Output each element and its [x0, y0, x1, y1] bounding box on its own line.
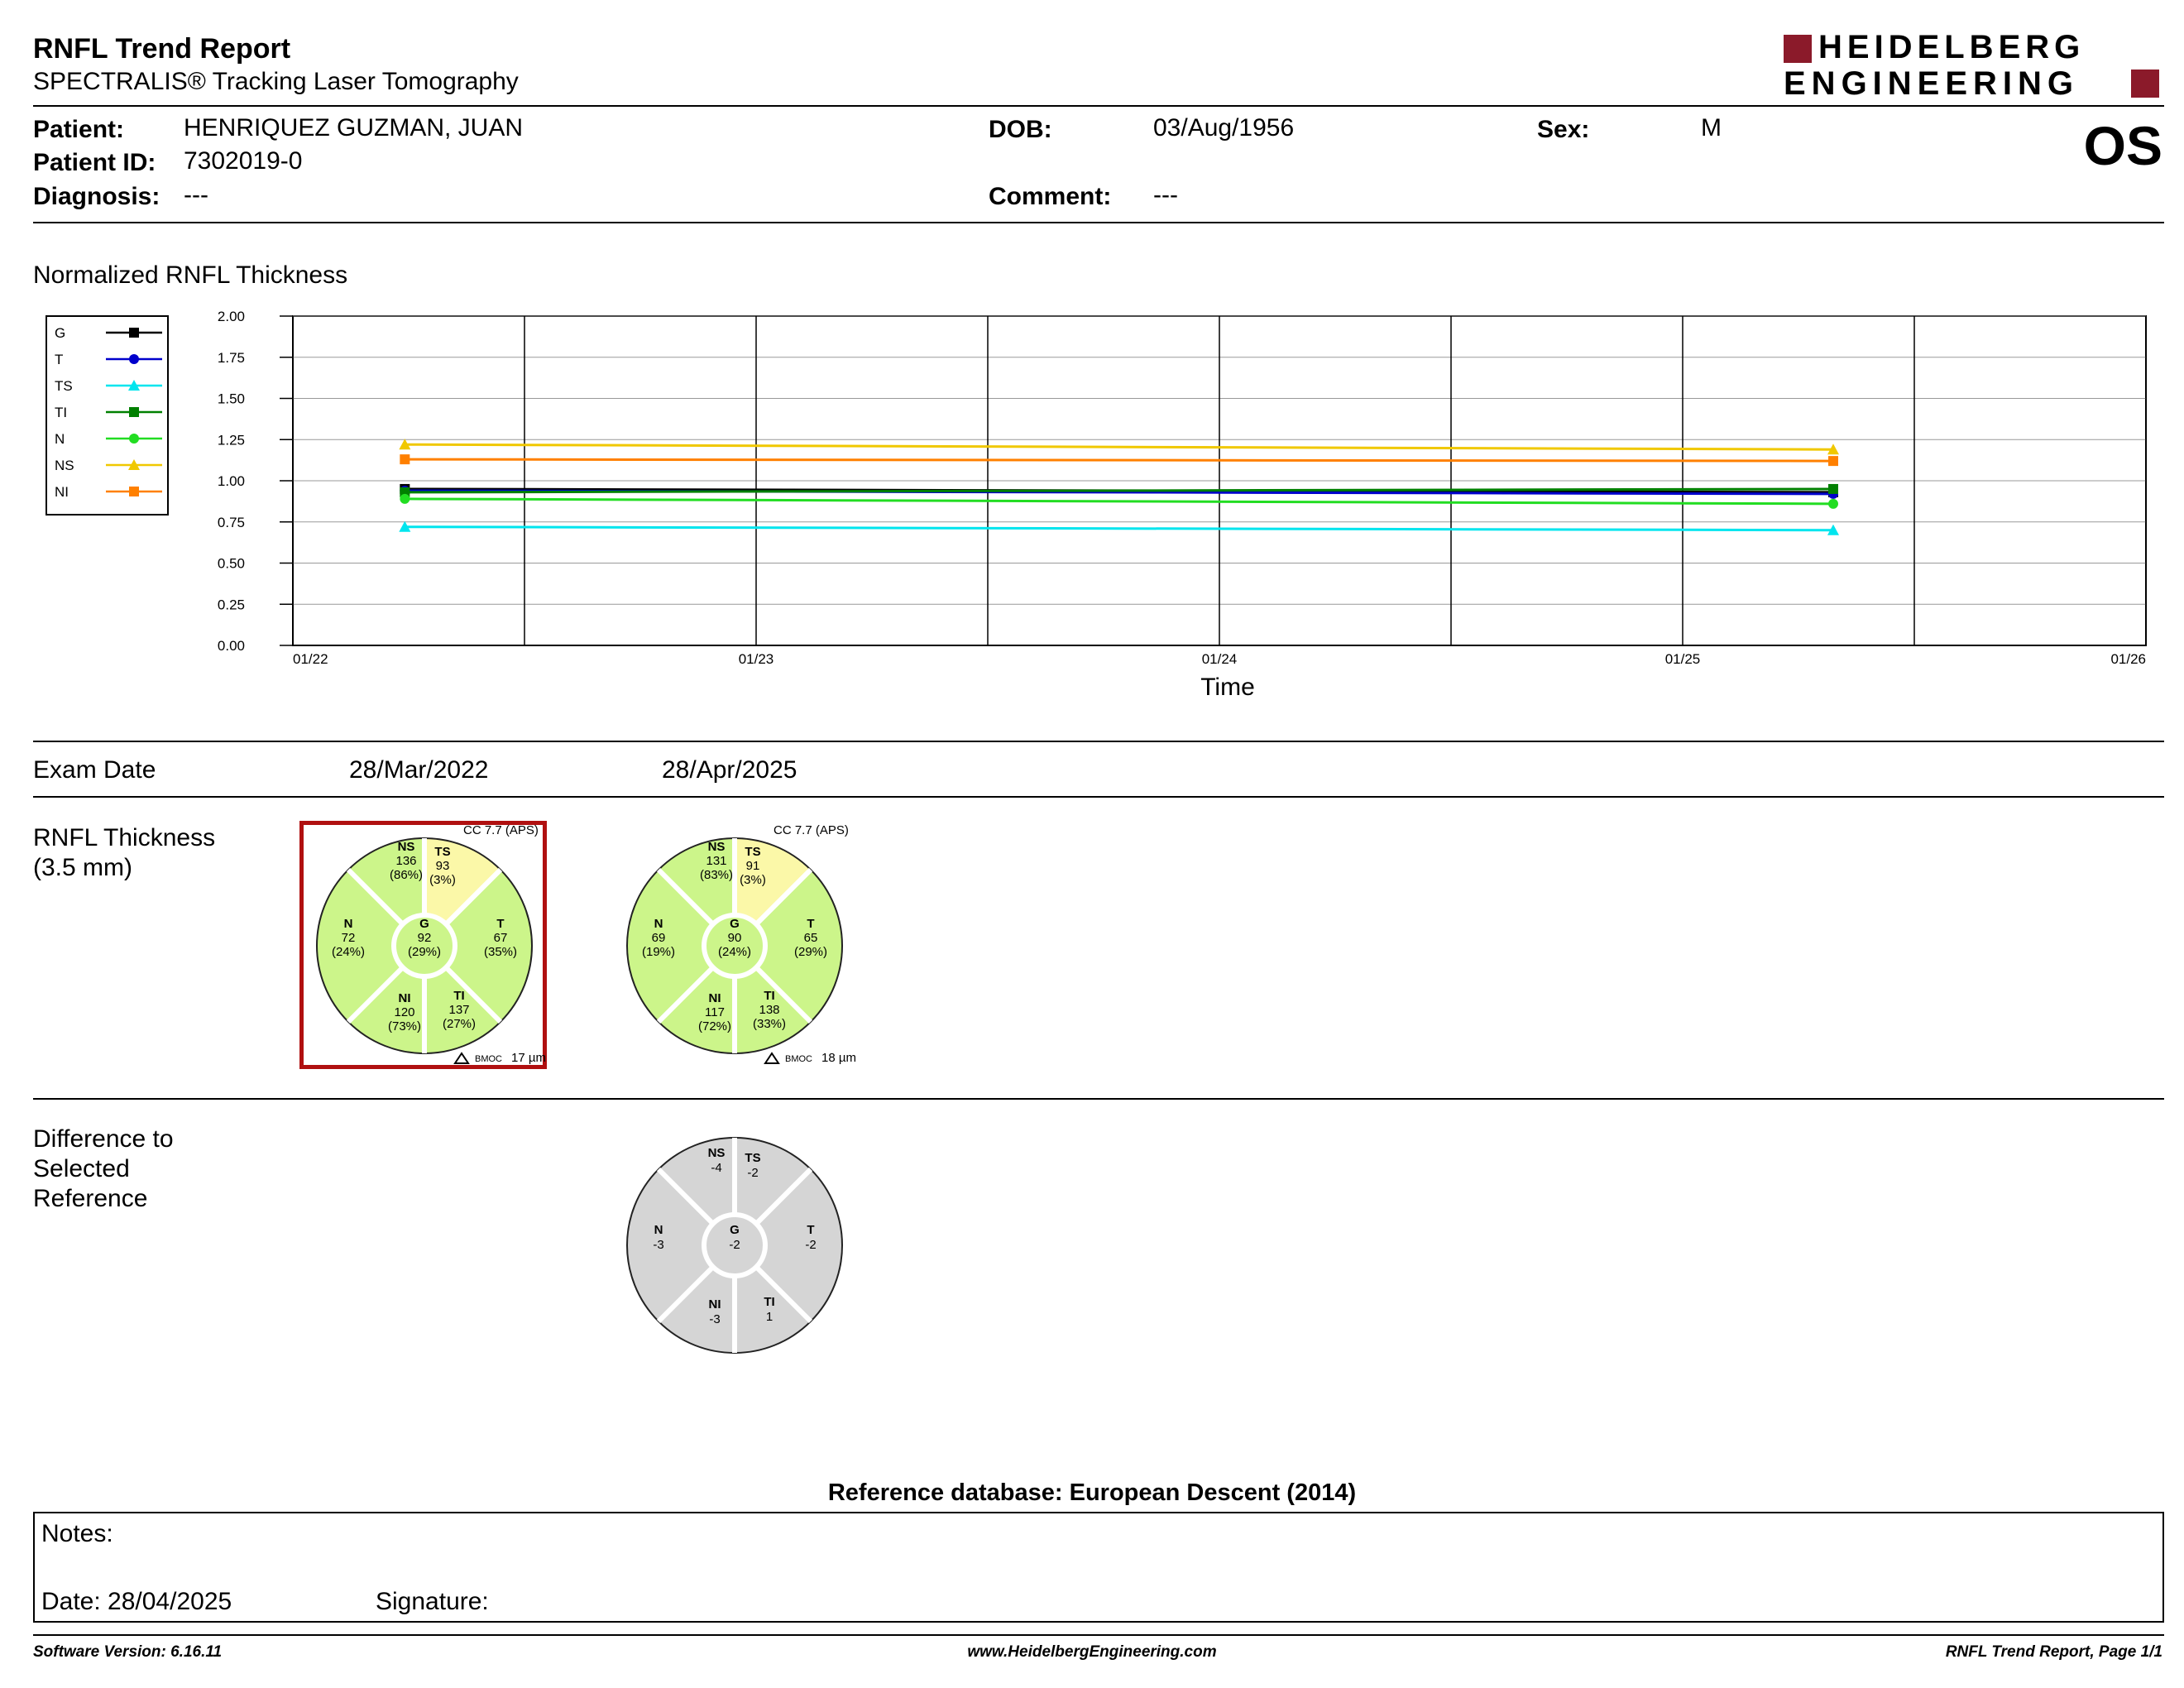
- sector-label-n: -3: [653, 1238, 664, 1252]
- sector-label-ns: (83%): [699, 868, 734, 882]
- sector-label-t: T: [496, 917, 505, 931]
- difference-label-1: Difference to: [33, 1125, 174, 1153]
- logo-square-icon: [2131, 70, 2159, 98]
- data-point-NI: [400, 454, 410, 464]
- sector-label-g: G: [730, 1223, 740, 1237]
- logo-line-1: HEIDELBERG: [1818, 29, 2086, 65]
- difference-label-3: Reference: [33, 1185, 148, 1212]
- bmoc-value: 18 µm: [821, 1051, 856, 1065]
- sector-label-ts: -2: [747, 1166, 759, 1180]
- comment-label: Comment:: [989, 183, 1112, 210]
- sector-label-g: 90: [727, 931, 742, 945]
- sector-label-ts: 91: [745, 859, 760, 873]
- divider: [33, 1098, 2164, 1100]
- sector-label-ts: TS: [745, 845, 761, 859]
- delta-icon: [455, 1053, 468, 1063]
- sector-label-n: N: [654, 1223, 663, 1237]
- sector-label-ni: 117: [705, 1005, 725, 1019]
- divider: [33, 741, 2164, 742]
- sector-label-ni: NI: [398, 991, 411, 1005]
- sector-label-t: T: [807, 1223, 815, 1237]
- sector-label-ni: 120: [394, 1005, 415, 1019]
- series-line-NI: [405, 459, 1833, 461]
- legend-label: G: [55, 325, 66, 341]
- sector-label-ns: (86%): [389, 868, 424, 882]
- rnfl-exam-2[interactable]: [608, 819, 873, 1076]
- sector-label-g: G: [419, 917, 429, 931]
- x-tick-label: 01/24: [1201, 651, 1238, 667]
- diagnosis-label: Diagnosis:: [33, 183, 160, 210]
- notes-label: Notes:: [41, 1520, 113, 1547]
- sector-label-ni: (72%): [697, 1019, 732, 1033]
- y-tick-label: 1.00: [217, 473, 245, 489]
- sector-label-t: 65: [803, 931, 818, 945]
- sector-label-ti: (27%): [442, 1017, 477, 1031]
- y-tick-label: 1.25: [217, 432, 245, 448]
- x-tick-label: 01/23: [738, 651, 774, 667]
- y-tick-label: 0.00: [217, 638, 245, 654]
- sector-label-g: -2: [729, 1238, 740, 1252]
- sector-label-n: (24%): [331, 945, 366, 959]
- sector-label-ts: (3%): [429, 873, 456, 887]
- sector-label-n: N: [654, 917, 663, 931]
- y-tick-label: 0.75: [217, 514, 245, 530]
- website-link[interactable]: www.HeidelbergEngineering.com: [967, 1643, 1217, 1661]
- sector-label-t: (35%): [483, 945, 518, 959]
- x-tick-label: 01/26: [2110, 651, 2146, 667]
- sector-label-ni: (73%): [387, 1019, 422, 1033]
- patient-name: HENRIQUEZ GUZMAN, JUAN: [184, 114, 524, 141]
- sector-label-g: (24%): [717, 945, 752, 959]
- y-tick-label: 0.25: [217, 597, 245, 613]
- divider: [33, 1634, 2164, 1636]
- sector-label-ti: 138: [759, 1003, 780, 1017]
- sector-label-ts: (3%): [740, 873, 766, 887]
- legend-label: NS: [55, 458, 74, 473]
- sector-label-ni: -3: [709, 1312, 721, 1326]
- sector-label-ns: 136: [395, 854, 417, 868]
- notes-box[interactable]: [33, 1512, 2164, 1623]
- legend-label: T: [55, 352, 64, 367]
- y-tick-label: 1.50: [217, 391, 245, 407]
- exam-date-2: 28/Apr/2025: [662, 756, 797, 784]
- rnfl-exam-1[interactable]: [298, 819, 563, 1076]
- data-point-TI: [1828, 484, 1838, 494]
- sector-label-ti: TI: [453, 989, 465, 1003]
- divider: [33, 105, 2164, 107]
- patient-label: Patient:: [33, 116, 125, 143]
- logo-square-icon: [1784, 35, 1812, 63]
- notes-date: Date: 28/04/2025: [41, 1588, 232, 1615]
- reference-database: Reference database: European Descent (2014): [827, 1479, 1357, 1506]
- sector-label-g: (29%): [407, 945, 442, 959]
- divider: [33, 796, 2164, 798]
- legend-marker: [129, 487, 139, 496]
- cc-value: CC 7.7 (APS): [463, 823, 539, 837]
- sector-label-ns: -4: [711, 1161, 722, 1175]
- chart-section-title: Normalized RNFL Thickness: [33, 261, 348, 289]
- comment-value: ---: [1153, 181, 1178, 209]
- sector-label-t: 67: [493, 931, 508, 945]
- trend-chart: [0, 298, 2184, 712]
- cc-value: CC 7.7 (APS): [774, 823, 849, 837]
- y-tick-label: 0.50: [217, 555, 245, 572]
- sector-label-ns: NS: [397, 840, 415, 854]
- page-number: RNFL Trend Report, Page 1/1: [1945, 1643, 2162, 1661]
- sex-value: M: [1701, 114, 1722, 141]
- legend-marker: [129, 354, 139, 364]
- x-tick-label: 01/22: [293, 651, 328, 667]
- sex-label: Sex:: [1537, 116, 1590, 143]
- legend-marker: [129, 328, 139, 338]
- legend-marker: [129, 407, 139, 417]
- report-title: RNFL Trend Report: [33, 33, 291, 65]
- sector-label-ns: NS: [707, 840, 726, 854]
- patient-id: 7302019-0: [184, 147, 303, 175]
- sector-label-ti: 137: [448, 1003, 470, 1017]
- sector-label-n: 69: [651, 931, 666, 945]
- legend-marker: [129, 434, 139, 444]
- rnfl-thickness-label: RNFL Thickness: [33, 824, 216, 851]
- difference-map: [608, 1119, 873, 1375]
- sector-label-t: T: [807, 917, 815, 931]
- legend-label: TS: [55, 378, 73, 394]
- sector-label-ni: NI: [708, 1297, 721, 1312]
- dob-value: 03/Aug/1956: [1153, 114, 1295, 141]
- sector-label-ts: TS: [434, 845, 451, 859]
- legend-label: TI: [55, 405, 68, 420]
- software-version: Software Version: 6.16.11: [33, 1643, 223, 1661]
- data-point-N: [400, 494, 410, 504]
- heidelberg-logo: [1779, 31, 2167, 103]
- sector-label-ns: NS: [707, 1146, 726, 1160]
- sector-label-ni: NI: [708, 991, 721, 1005]
- sector-label-ts: 93: [435, 859, 450, 873]
- x-axis-label: Time: [1200, 674, 1255, 701]
- sector-label-ti: TI: [764, 1295, 775, 1309]
- delta-icon: [765, 1053, 778, 1063]
- data-point-N: [1828, 499, 1838, 509]
- sector-label-ti: TI: [764, 989, 775, 1003]
- exam-date-label: Exam Date: [33, 756, 156, 784]
- sector-label-ti: 1: [765, 1310, 774, 1324]
- rnfl-thickness-diameter: (3.5 mm): [33, 854, 132, 881]
- logo-line-2: ENGINEERING: [1784, 65, 2080, 102]
- dob-label: DOB:: [989, 116, 1052, 143]
- eye-label: OS: [2083, 115, 2162, 176]
- patient-id-label: Patient ID:: [33, 149, 156, 176]
- bmoc-label: BMOC: [475, 1054, 502, 1064]
- sector-label-ti: (33%): [752, 1017, 787, 1031]
- legend-label: NI: [55, 484, 69, 500]
- sector-label-g: G: [730, 917, 740, 931]
- diagnosis-value: ---: [184, 181, 208, 209]
- sector-label-ts: TS: [745, 1151, 761, 1165]
- legend-label: N: [55, 431, 65, 447]
- sector-label-ns: 131: [706, 854, 727, 868]
- divider: [33, 222, 2164, 223]
- sector-label-t: -2: [805, 1238, 817, 1252]
- data-point-NI: [1828, 456, 1838, 466]
- sector-label-n: N: [343, 917, 353, 931]
- exam-date-1: 28/Mar/2022: [349, 756, 489, 784]
- y-tick-label: 2.00: [217, 309, 245, 324]
- y-tick-label: 1.75: [217, 349, 245, 366]
- sector-label-g: 92: [417, 931, 432, 945]
- signature-label: Signature:: [376, 1588, 489, 1615]
- sector-label-t: (29%): [793, 945, 828, 959]
- bmoc-label: BMOC: [785, 1054, 812, 1064]
- sector-label-n: (19%): [641, 945, 676, 959]
- x-tick-label: 01/25: [1664, 651, 1701, 667]
- difference-label-2: Selected: [33, 1155, 130, 1182]
- sector-label-n: 72: [341, 931, 356, 945]
- bmoc-value: 17 µm: [511, 1051, 546, 1065]
- report-subtitle: SPECTRALIS® Tracking Laser Tomography: [33, 68, 519, 95]
